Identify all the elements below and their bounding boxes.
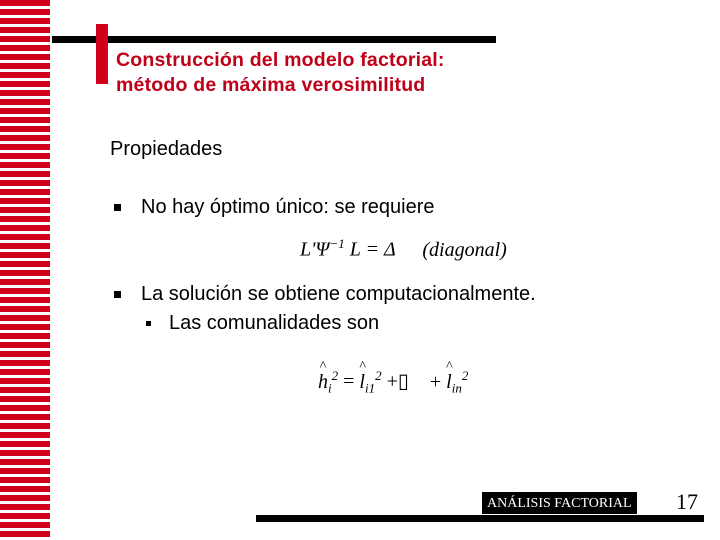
bullet-text: No hay óptimo único: se requiere bbox=[141, 196, 435, 218]
sub-bullet-item bbox=[146, 312, 379, 335]
formula-note: (diagonal) bbox=[422, 238, 507, 261]
ln-hat: ^ l bbox=[446, 371, 452, 394]
formula-exponent: −1 bbox=[329, 236, 345, 251]
decorative-stripe-band bbox=[0, 0, 50, 540]
square-bullet-icon bbox=[146, 321, 151, 326]
title-accent-block bbox=[96, 24, 108, 84]
slide-title-line2: método de máxima verosimilitud bbox=[116, 74, 426, 96]
ln-sub: in bbox=[451, 380, 462, 396]
l1-sup: 2 bbox=[375, 368, 382, 383]
ln-sup: 2 bbox=[461, 368, 469, 383]
bullet-text: La solución se obtiene computacionalmente. bbox=[141, 283, 536, 305]
subheading: Propiedades bbox=[110, 138, 223, 160]
bottom-rule bbox=[256, 515, 704, 522]
missing-glyph: ▯ bbox=[397, 370, 409, 393]
square-bullet-icon bbox=[114, 204, 121, 211]
equals-sign: = bbox=[343, 370, 355, 393]
square-bullet-icon bbox=[114, 291, 121, 298]
slide-title-line1: Construcción del modelo factorial: bbox=[116, 49, 445, 71]
footer-label: ANÁLISIS FACTORIAL bbox=[487, 496, 632, 511]
formula-rest: L = Δ bbox=[349, 238, 396, 261]
stripe-separator bbox=[50, 0, 54, 540]
plus-sign: + bbox=[386, 370, 398, 393]
plus-sign: + bbox=[429, 370, 442, 393]
bullet-item bbox=[114, 196, 435, 219]
top-rule bbox=[52, 36, 496, 43]
footer-label-box bbox=[482, 492, 637, 514]
h-hat: ^ h bbox=[318, 371, 328, 394]
page-number: 17 bbox=[676, 489, 698, 514]
formula-communalities bbox=[318, 368, 468, 397]
l1-sub: i1 bbox=[364, 380, 376, 396]
l1-hat: ^ l bbox=[359, 371, 365, 394]
slide-title bbox=[116, 48, 445, 98]
h-sub: i bbox=[328, 380, 332, 396]
bullet-item bbox=[114, 283, 536, 306]
sub-bullet-text: Las comunalidades son bbox=[169, 312, 380, 334]
formula-lhs: L'Ψ bbox=[300, 238, 330, 261]
h-sup: 2 bbox=[331, 368, 339, 383]
formula-diagonal bbox=[300, 236, 507, 262]
